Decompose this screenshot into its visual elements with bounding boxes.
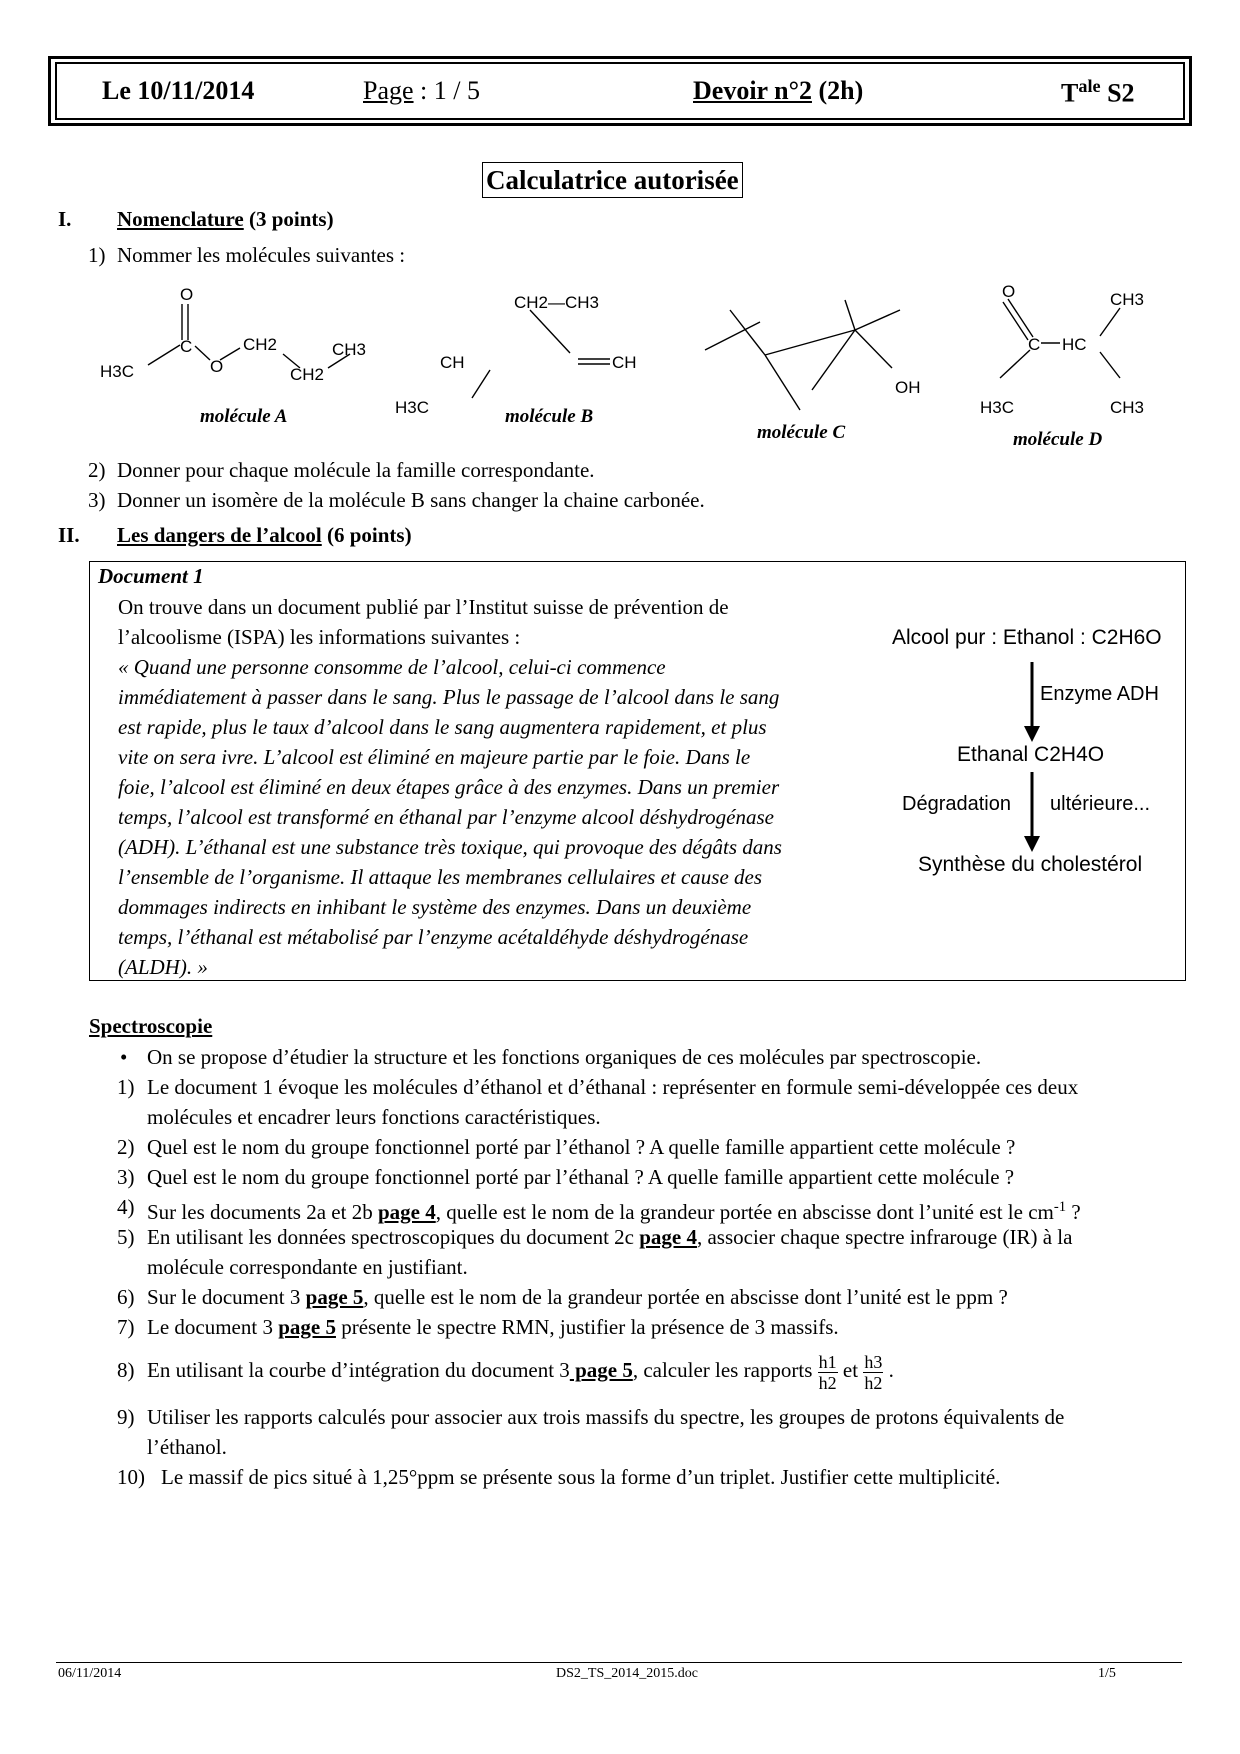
doc1-quote-line: (ADH). L’éthanal est une substance très toxique, qui provoque des dégâts dans bbox=[118, 835, 782, 859]
frac1-numerator: h1 bbox=[818, 1351, 837, 1372]
molB-CH2CH3: CH2—CH3 bbox=[514, 293, 600, 312]
sp-q7-post: présente le spectre RMN, justifier la présence de 3 massifs. bbox=[335, 1315, 839, 1339]
molA-label: molécule A bbox=[200, 406, 288, 427]
sp-q5b: molécule correspondante en justifiant. bbox=[147, 1255, 468, 1279]
doc1-quote-line: est rapide, plus le taux d’alcool dans le sang augmentera rapidement, et plus bbox=[118, 715, 767, 739]
doc1-line: On trouve dans un document publié par l’Institut suisse de prévention de bbox=[118, 595, 729, 619]
page-value: : 1 / 5 bbox=[413, 76, 480, 105]
sp-q6-num: 6) bbox=[117, 1285, 135, 1309]
sp-q1a: Le document 1 évoque les molécules d’éthanol et d’éthanal : représenter en formule semi-développée ces deux bbox=[147, 1075, 1079, 1099]
arrow-head-1 bbox=[1024, 726, 1040, 742]
sp-q10: Le massif de pics situé à 1,25°ppm se présente sous la forme d’un triplet. Justifier cette multiplicité. bbox=[161, 1465, 1001, 1489]
section2-title: Les dangers de l’alcool bbox=[117, 523, 322, 547]
sp-q6 bbox=[147, 1282, 1008, 1312]
s1-q2-num: 2) bbox=[88, 458, 106, 482]
molA-O-top: O bbox=[180, 285, 194, 304]
diagram-top: Alcool pur : Ethanol : C2H6O bbox=[892, 626, 1162, 649]
s1-q2: Donner pour chaque molécule la famille correspondante. bbox=[117, 458, 595, 482]
frac2-numerator: h3 bbox=[864, 1351, 883, 1372]
diagram-enzyme: Enzyme ADH bbox=[1040, 683, 1159, 705]
doc1-quote-line: immédiatement à passer dans le sang. Plus le passage de l’alcool dans le sang bbox=[118, 685, 780, 709]
doc1-line: l’alcoolisme (ISPA) les informations suivantes : bbox=[118, 625, 521, 649]
sp-q9a: Utiliser les rapports calculés pour associer aux trois massifs du spectre, les groupes de protons équivalents de bbox=[147, 1405, 1065, 1429]
molA-C: C bbox=[180, 337, 193, 356]
sp-q7-num: 7) bbox=[117, 1315, 135, 1339]
document1-text bbox=[118, 592, 858, 982]
section2-num: II. bbox=[58, 523, 80, 547]
page-label: Page bbox=[363, 76, 414, 105]
doc1-quote-line: « Quand une personne consomme de l’alcool, celui-ci commence bbox=[118, 655, 666, 679]
section1-title: Nomenclature bbox=[117, 207, 244, 231]
sp-q4-page-ref[interactable]: page 4 bbox=[377, 1200, 436, 1224]
molD-HC: HC bbox=[1062, 335, 1087, 354]
sp-q9-num: 9) bbox=[117, 1405, 135, 1429]
sp-q4-pre: Sur les documents 2a et 2b bbox=[147, 1200, 378, 1224]
document1-title: Document 1 bbox=[98, 564, 204, 588]
spectro-heading-text: Spectroscopie bbox=[89, 1014, 213, 1038]
s1-q1: Nommer les molécules suivantes : bbox=[117, 243, 406, 267]
sp-q1-num: 1) bbox=[117, 1075, 135, 1099]
diagram-bottom: Synthèse du cholestérol bbox=[918, 853, 1143, 876]
diagram-deg-left: Dégradation bbox=[902, 793, 1011, 815]
sp-q7-page-ref[interactable]: page 5 bbox=[278, 1315, 336, 1339]
fraction-h1-h2 bbox=[818, 1352, 838, 1393]
sp-q7 bbox=[147, 1312, 839, 1342]
sp-q9b: l’éthanol. bbox=[147, 1435, 227, 1459]
sp-q8-pre: En utilisant la courbe d’intégration du document 3 bbox=[147, 1358, 570, 1382]
doc1-quote-line: vite on sera ivre. L’alcool est éliminé en majeure partie par le foie. Dans le bbox=[118, 745, 751, 769]
sp-q4-num: 4) bbox=[117, 1195, 135, 1219]
footer-filename: DS2_TS_2014_2015.doc bbox=[556, 1666, 698, 1681]
sp-q5-pre: En utilisant les données spectroscopiques du document 2c bbox=[147, 1225, 640, 1249]
page-title: Calculatrice autorisée bbox=[482, 162, 743, 198]
devoir-label: Devoir n°2 bbox=[693, 76, 812, 105]
molD-CH3-bot: CH3 bbox=[1110, 398, 1145, 417]
molD-label: molécule D bbox=[1013, 429, 1103, 450]
header-date: Le 10/11/2014 bbox=[102, 76, 255, 105]
molB-CH-left: CH bbox=[440, 353, 465, 372]
molA-CH3: CH3 bbox=[332, 340, 367, 359]
header-page bbox=[363, 76, 480, 106]
spectro-bullet: On se propose d’étudier la structure et les fonctions organiques de ces molécules par spectroscopie. bbox=[147, 1045, 982, 1069]
sp-q8-et: et bbox=[837, 1358, 864, 1382]
sp-q4-post: , quelle est le nom de la grandeur portée en abscisse dont l’unité est le cm bbox=[435, 1200, 1054, 1224]
header-devoir bbox=[693, 76, 863, 106]
sp-q10-num: 10) bbox=[117, 1465, 145, 1489]
doc1-quote-line: temps, l’éthanal est métabolisé par l’enzyme acétaldéhyde déshydrogénase bbox=[118, 925, 749, 949]
molB-H3C: H3C bbox=[395, 398, 430, 417]
sp-q3-num: 3) bbox=[117, 1165, 135, 1189]
sp-q8-end: . bbox=[883, 1358, 894, 1382]
sp-q6-pre: Sur le document 3 bbox=[147, 1285, 306, 1309]
frac1-denominator: h2 bbox=[818, 1372, 837, 1393]
doc1-quote-line: (ALDH). » bbox=[118, 955, 208, 979]
s1-q3: Donner un isomère de la molécule B sans changer la chaine carbonée. bbox=[117, 488, 705, 512]
s1-q1-num: 1) bbox=[88, 243, 106, 267]
doc1-quote-line: dommages indirects en inhibant le système des enzymes. Dans un deuxième bbox=[118, 895, 752, 919]
section1-num: I. bbox=[58, 207, 72, 231]
doc1-quote-line: l’ensemble de l’organisme. Il attaque les membranes cellulaires et cause des bbox=[118, 865, 763, 889]
diagram-middle: Ethanal C2H4O bbox=[957, 743, 1105, 766]
sp-q8-num: 8) bbox=[117, 1358, 135, 1382]
class-sup: ale bbox=[1078, 76, 1101, 96]
molecules-figure bbox=[100, 280, 1180, 455]
sp-q2: Quel est le nom du groupe fonctionnel porté par l’éthanol ? A quelle famille appartient cette molécule ? bbox=[147, 1135, 1016, 1159]
spectro-heading bbox=[89, 1011, 212, 1041]
diagram-deg-right: ultérieure... bbox=[1050, 793, 1151, 815]
molD-CH3-top: CH3 bbox=[1110, 290, 1145, 309]
section1-points: (3 points) bbox=[243, 207, 334, 231]
doc1-quote-line: foie, l’alcool est éliminé en deux étapes grâce à des enzymes. Dans un premier bbox=[118, 775, 780, 799]
class-T: T bbox=[1061, 78, 1079, 108]
sp-q8-post: , calculer les rapports bbox=[632, 1358, 818, 1382]
sp-q4-end: ? bbox=[1066, 1200, 1081, 1224]
spectro-bullet-dot: • bbox=[120, 1045, 128, 1069]
sp-q3: Quel est le nom du groupe fonctionnel porté par l’éthanal ? A quelle famille appartient cette molécule ? bbox=[147, 1165, 1015, 1189]
footer-page: 1/5 bbox=[1098, 1666, 1116, 1681]
sp-q5-page-ref[interactable]: page 4 bbox=[639, 1225, 697, 1249]
molD-C: C bbox=[1028, 335, 1041, 354]
header-class bbox=[1061, 76, 1135, 109]
sp-q7-pre: Le document 3 bbox=[147, 1315, 279, 1339]
sp-q1b: molécules et encadrer leurs fonctions caractéristiques. bbox=[147, 1105, 601, 1129]
class-S: S2 bbox=[1100, 78, 1135, 108]
molB-label: molécule B bbox=[505, 406, 594, 427]
section2-points: (6 points) bbox=[321, 523, 412, 547]
sp-q8 bbox=[147, 1340, 894, 1400]
sp-q4-sup: -1 bbox=[1053, 1199, 1067, 1215]
sp-q6-post: , quelle est le nom de la grandeur portée en abscisse dont l’unité est le ppm ? bbox=[363, 1285, 1008, 1309]
footer-date: 06/11/2014 bbox=[58, 1666, 122, 1681]
doc1-quote-line: temps, l’alcool est transformé en éthanal par l’enzyme alcool déshydrogénase bbox=[118, 805, 774, 829]
diagram-arrows bbox=[1020, 660, 1050, 860]
frac2-denominator: h2 bbox=[864, 1372, 883, 1393]
molA-CH2a: CH2 bbox=[243, 335, 278, 354]
molD-O: O bbox=[1002, 282, 1016, 301]
section2-heading bbox=[117, 520, 412, 550]
sp-q6-page-ref[interactable]: page 5 bbox=[305, 1285, 364, 1309]
molB-CH-right: CH bbox=[612, 353, 637, 372]
molC-OH: OH bbox=[895, 378, 921, 397]
molD-H3C: H3C bbox=[980, 398, 1015, 417]
sp-q5-num: 5) bbox=[117, 1225, 135, 1249]
sp-q8-page-ref[interactable]: page 5 bbox=[569, 1358, 633, 1382]
molA-O-mid: O bbox=[210, 357, 224, 376]
devoir-duration: (2h) bbox=[811, 76, 864, 105]
molA-CH2b: CH2 bbox=[290, 365, 325, 384]
s1-q3-num: 3) bbox=[88, 488, 106, 512]
sp-q5-post: , associer chaque spectre infrarouge (IR) à la bbox=[696, 1225, 1073, 1249]
sp-q5 bbox=[147, 1222, 1072, 1252]
footer-rule bbox=[56, 1662, 1182, 1663]
molA-H3C: H3C bbox=[100, 362, 135, 381]
arrow-head-2 bbox=[1024, 836, 1040, 852]
section1-heading bbox=[117, 204, 334, 234]
molC-label: molécule C bbox=[757, 422, 846, 443]
fraction-h3-h2 bbox=[863, 1352, 883, 1393]
sp-q2-num: 2) bbox=[117, 1135, 135, 1159]
